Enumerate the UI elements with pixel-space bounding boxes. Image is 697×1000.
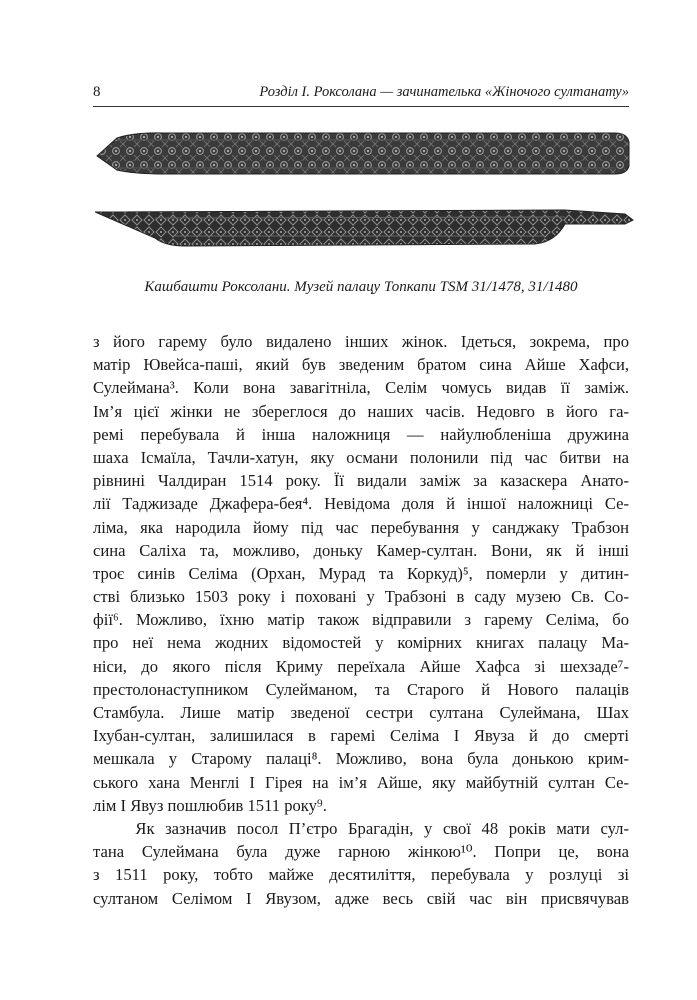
text-line: ніси, до якого після Криму переїхала Айше Хафса зі шехзаде⁷-	[93, 656, 629, 676]
text-line: про неї нема жодних відомостей у комірних книгах палацу Ма-	[93, 633, 629, 653]
text-line: Сулеймана³. Коли вона завагітніла, Селім чомусь видав її заміж.	[93, 378, 629, 398]
text-line: фії⁶. Можливо, їхню матір також відправили з гарему Селіма, бо	[93, 610, 629, 630]
text-line: з 1511 року, тобто майже десятиліття, перебувала у розлуці зі	[93, 865, 629, 885]
embroidered-bands-photo	[95, 130, 635, 248]
text-line: ського хана Менглі І Гірея на ім’я Айше, яку майбутній султан Се-	[93, 772, 629, 792]
text-line: лії Таджизаде Джафера-бея⁴. Невідома доля й іншої наложниці Се-	[93, 494, 629, 514]
header-rule	[93, 106, 629, 107]
text-line: рівнині Чалдиран 1514 року. Її видали заміж за казаскера Анато-	[93, 471, 629, 491]
text-line: сина Саліха та, можливо, доньку Камер-султан. Вони, як й інші	[93, 540, 629, 560]
text-line: лім І Явуз пошлюбив 1511 року⁹.	[93, 795, 327, 815]
text-line: шаха Ісмаїла, Тачли-хатун, яку османи полонили під час битви на	[93, 447, 629, 467]
running-title: Розділ І. Роксолана — зачинателька «Жіночого султанату»	[259, 84, 629, 100]
text-line: матір Ювейса-паші, який був зведеним братом сина Айше Хафси,	[93, 355, 629, 375]
body-text	[93, 330, 629, 910]
text-line: ремі перебувала й інша наложниця — найулюбленіша дружина	[93, 424, 629, 444]
text-line: тана Сулеймана була дуже гарною жінкою¹⁰. Попри це, вона	[93, 842, 629, 862]
text-line: ліма, яка народила йому під час перебування у санджаку Трабзон	[93, 517, 629, 537]
paragraph-1	[93, 330, 629, 817]
text-line: троє синів Селіма (Орхан, Мурад та Коркуд)⁵, померли у дитин-	[93, 563, 629, 583]
text-line: Як зазначив посол П’єтро Брагадін, у свої 48 років мати сул-	[93, 818, 629, 838]
text-line: Стамбула. Лише матір зведеної сестри султана Сулеймана, Шах	[93, 703, 629, 722]
page-number: 8	[93, 84, 101, 100]
text-line: султаном Селімом І Явузом, адже весь свій час він присвячував	[93, 888, 629, 908]
running-header	[93, 84, 629, 104]
text-line: престолонаступником Сулейманом, та Старого й Нового палаців	[93, 679, 629, 699]
lower-band	[95, 210, 633, 246]
text-line: стві близько 1503 року і поховані у Трабзоні в саду музею Св. Со-	[93, 587, 629, 607]
text-line: з його гарему було видалено інших жінок. Ідеться, зокрема, про	[93, 332, 629, 351]
figure-caption: Кашбашти Роксолани. Музей палацу Топкапи TSM 31/1478, 31/1480	[144, 279, 578, 295]
text-line: Ім’я цієї жінки не збереглося до наших часів. Недовго в його га-	[93, 401, 629, 421]
paragraph-2	[93, 817, 629, 910]
text-line: Іхубан-султан, залишилася в гаремі Селіма І Явуза й до смерті	[93, 726, 629, 746]
text-line: мешкала у Старому палаці⁸. Можливо, вона була донькою крим-	[93, 749, 629, 769]
